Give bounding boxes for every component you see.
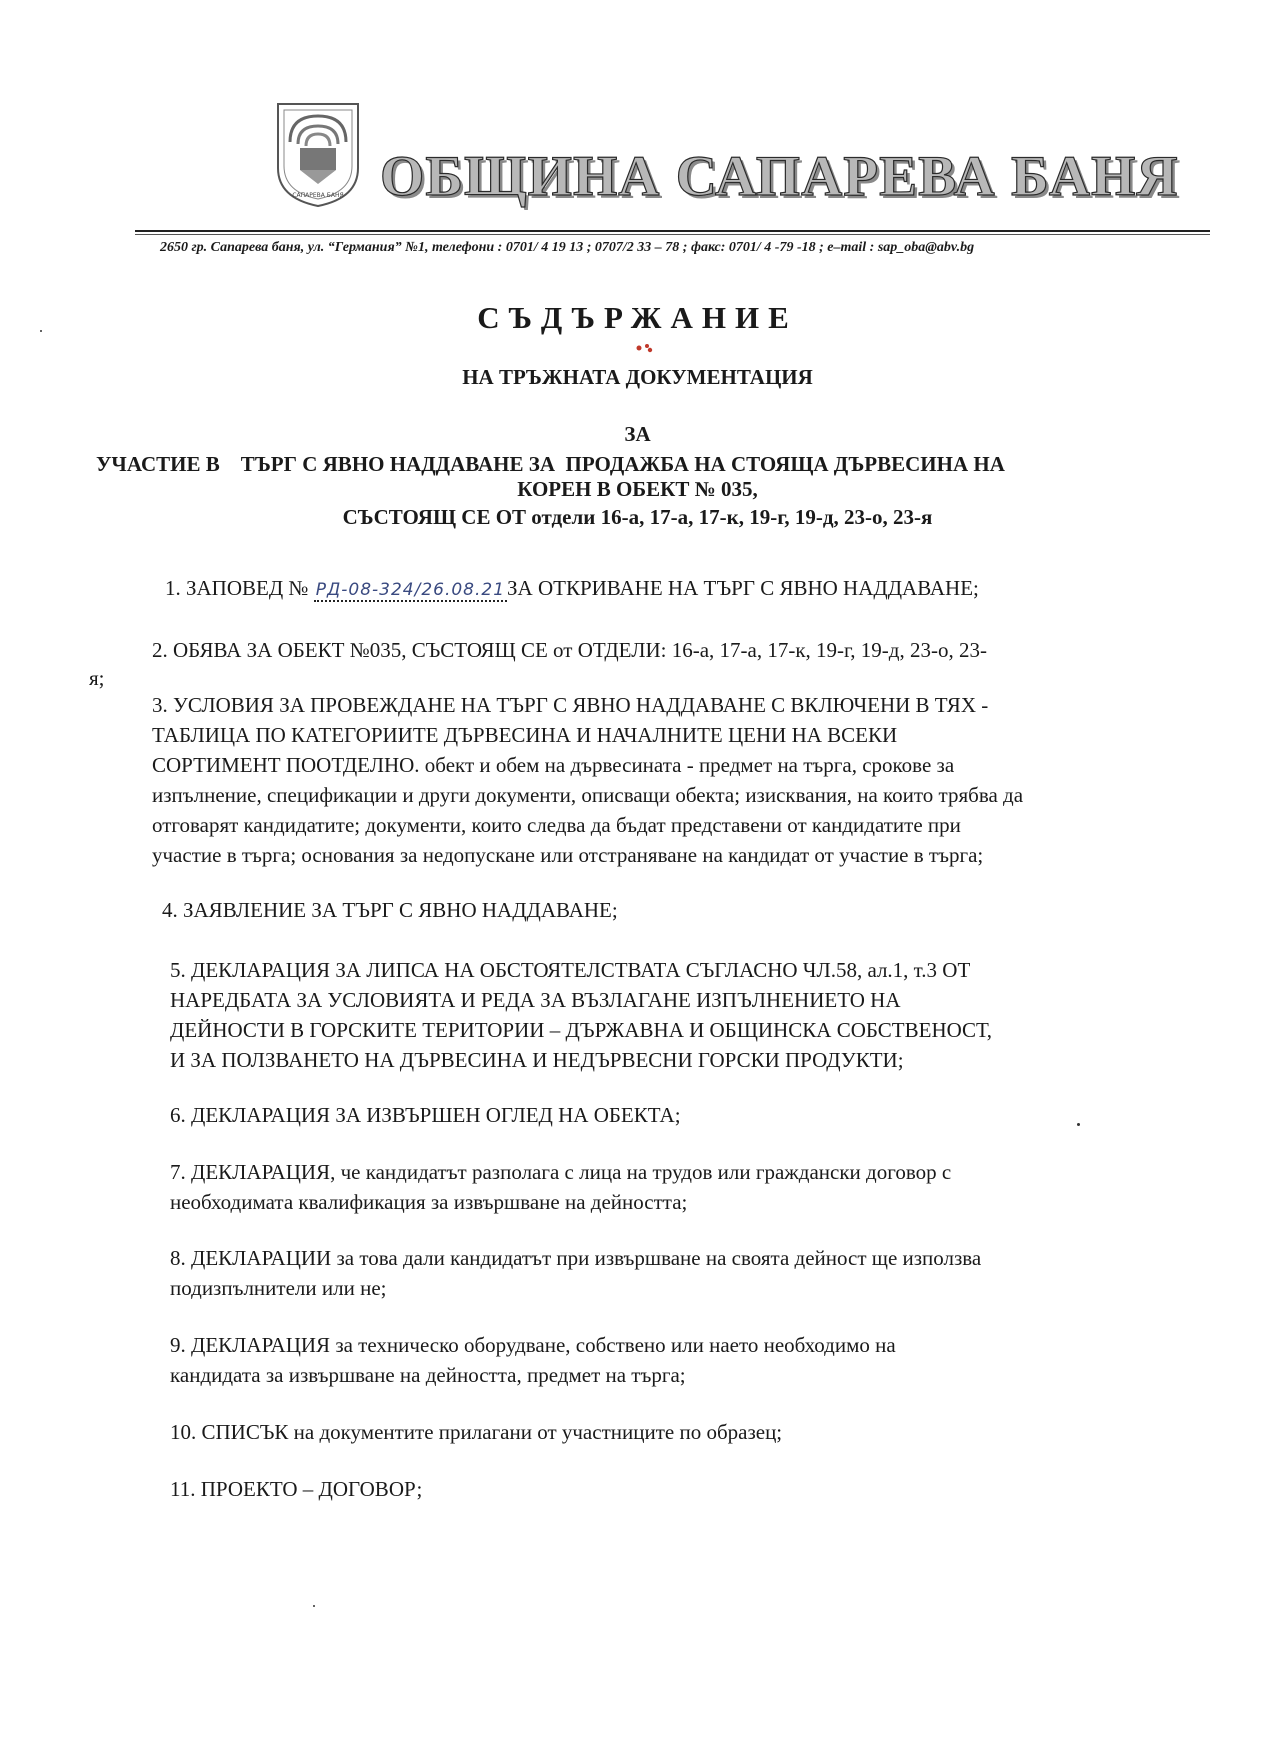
item-1-prefix: 1. ЗАПОВЕД № xyxy=(165,576,309,600)
letterhead-rule-thin xyxy=(135,234,1210,235)
municipality-name: ОБЩИНА САПАРЕВА БАНЯ xyxy=(380,145,1179,208)
scan-speck xyxy=(1077,1123,1080,1126)
item-5-line: 5. ДЕКЛАРАЦИЯ ЗА ЛИПСА НА ОБСТОЯТЕЛСТВАТА СЪГЛАСНО ЧЛ.58, ал.1, т.3 ОТ xyxy=(170,958,971,982)
heading-line-1: УЧАСТИЕ В ТЪРГ С ЯВНО НАДДАВАНЕ ЗА ПРОДАЖБА НА СТОЯЩА ДЪРВЕСИНА НА xyxy=(96,452,1005,476)
municipality-emblem-icon xyxy=(272,98,364,210)
item-3-line: отговарят кандидатите; документи, които следва да бъдат представени от кандидатите при xyxy=(152,813,961,837)
item-1-suffix: ЗА ОТКРИВАНЕ НА ТЪРГ С ЯВНО НАДДАВАНЕ; xyxy=(507,576,979,600)
contact-line: 2650 гр. Сапарева баня, ул. “Германия” №1, телефони : 0701/ 4 19 13 ; 0707/2 33 – 78 ; факс: 0701/ 4 -79 -18 ; e–mail : sap_oba@abv.bg xyxy=(160,240,975,255)
item-9-line: кандидата за извършване на дейността, предмет на търга; xyxy=(170,1363,686,1387)
red-ink-mark xyxy=(629,341,659,355)
list-item-5 xyxy=(170,955,992,1075)
document-subtitle: НА ТРЪЖНАТА ДОКУМЕНТАЦИЯ xyxy=(462,365,813,389)
item-3-line: СОРТИМЕНТ ПООТДЕЛНО. обект и обем на дървесината - предмет на търга, срокове за xyxy=(152,753,955,777)
order-number-handwritten: РД-08-324/26.08.21 xyxy=(315,580,506,600)
item-3-line: ТАБЛИЦА ПО КАТЕГОРИИТЕ ДЪРВЕСИНА И НАЧАЛНИТЕ ЦЕНИ НА ВСЕКИ xyxy=(152,723,898,747)
list-item-10: 10. СПИСЪК на документите прилагани от участниците по образец; xyxy=(170,1420,783,1444)
list-item-6: 6. ДЕКЛАРАЦИЯ ЗА ИЗВЪРШЕН ОГЛЕД НА ОБЕКТА; xyxy=(170,1103,681,1127)
item-5-line: НАРЕДБАТА ЗА УСЛОВИЯТА И РЕДА ЗА ВЪЗЛАГАНЕ ИЗПЪЛНЕНИЕТО НА xyxy=(170,988,901,1012)
item-7-line: необходимата квалификация за извършване на дейността; xyxy=(170,1190,688,1214)
list-item-3 xyxy=(152,690,1023,870)
heading-za: ЗА xyxy=(624,422,651,446)
item-9-line: 9. ДЕКЛАРАЦИЯ за техническо оборудване, собствено или наето необходимо на xyxy=(170,1333,896,1357)
list-item-7 xyxy=(170,1157,951,1217)
item-3-line: изпълнение, спецификации и други документи, описващи обекта; изисквания, на които трябва да xyxy=(152,783,1024,807)
item-7-line: 7. ДЕКЛАРАЦИЯ, че кандидатът разполага с лица на трудов или граждански договор с xyxy=(170,1160,952,1184)
list-item-11: 11. ПРОЕКТО – ДОГОВОР; xyxy=(170,1477,423,1501)
item-8-line: 8. ДЕКЛАРАЦИИ за това дали кандидатът при извършване на своята дейност ще използва xyxy=(170,1246,982,1270)
item-3-line: 3. УСЛОВИЯ ЗА ПРОВЕЖДАНЕ НА ТЪРГ С ЯВНО НАДДАВАНЕ С ВКЛЮЧЕНИ В ТЯХ - xyxy=(152,693,989,717)
scan-speck xyxy=(40,330,42,332)
document-title: СЪДЪРЖАНИЕ xyxy=(477,300,798,335)
item-3-line: участие в търга; основания за недопускане или отстраняване на кандидат от участие в търга; xyxy=(152,843,984,867)
heading-line-3: СЪСТОЯЩ СЕ ОТ отдели 16-а, 17-а, 17-к, 19-г, 19-д, 23-о, 23-я xyxy=(342,505,933,529)
list-item-2-wrap: я; xyxy=(89,666,105,690)
letterhead-rule xyxy=(135,230,1210,232)
list-item-4: 4. ЗАЯВЛЕНИЕ ЗА ТЪРГ С ЯВНО НАДДАВАНЕ; xyxy=(162,898,618,922)
emblem-caption: САПАРЕВА БАНЯ xyxy=(292,192,344,199)
list-item-9 xyxy=(170,1330,896,1390)
scan-speck xyxy=(313,1605,315,1607)
item-8-line: подизпълнители или не; xyxy=(170,1276,387,1300)
heading-line-2: КОРЕН В ОБЕКТ № 035, xyxy=(517,477,758,501)
list-item-2: 2. ОБЯВА ЗА ОБЕКТ №035, СЪСТОЯЩ СЕ от ОТДЕЛИ: 16-а, 17-а, 17-к, 19-г, 19-д, 23-о, 23- xyxy=(152,638,987,662)
item-5-line: И ЗА ПОЛЗВАНЕТО НА ДЪРВЕСИНА И НЕДЪРВЕСНИ ГОРСКИ ПРОДУКТИ; xyxy=(170,1048,904,1072)
list-item-8 xyxy=(170,1243,981,1303)
item-5-line: ДЕЙНОСТИ В ГОРСКИТЕ ТЕРИТОРИИ – ДЪРЖАВНА И ОБЩИНСКА СОБСТВЕНОСТ, xyxy=(170,1018,993,1042)
list-item-1 xyxy=(165,573,979,603)
